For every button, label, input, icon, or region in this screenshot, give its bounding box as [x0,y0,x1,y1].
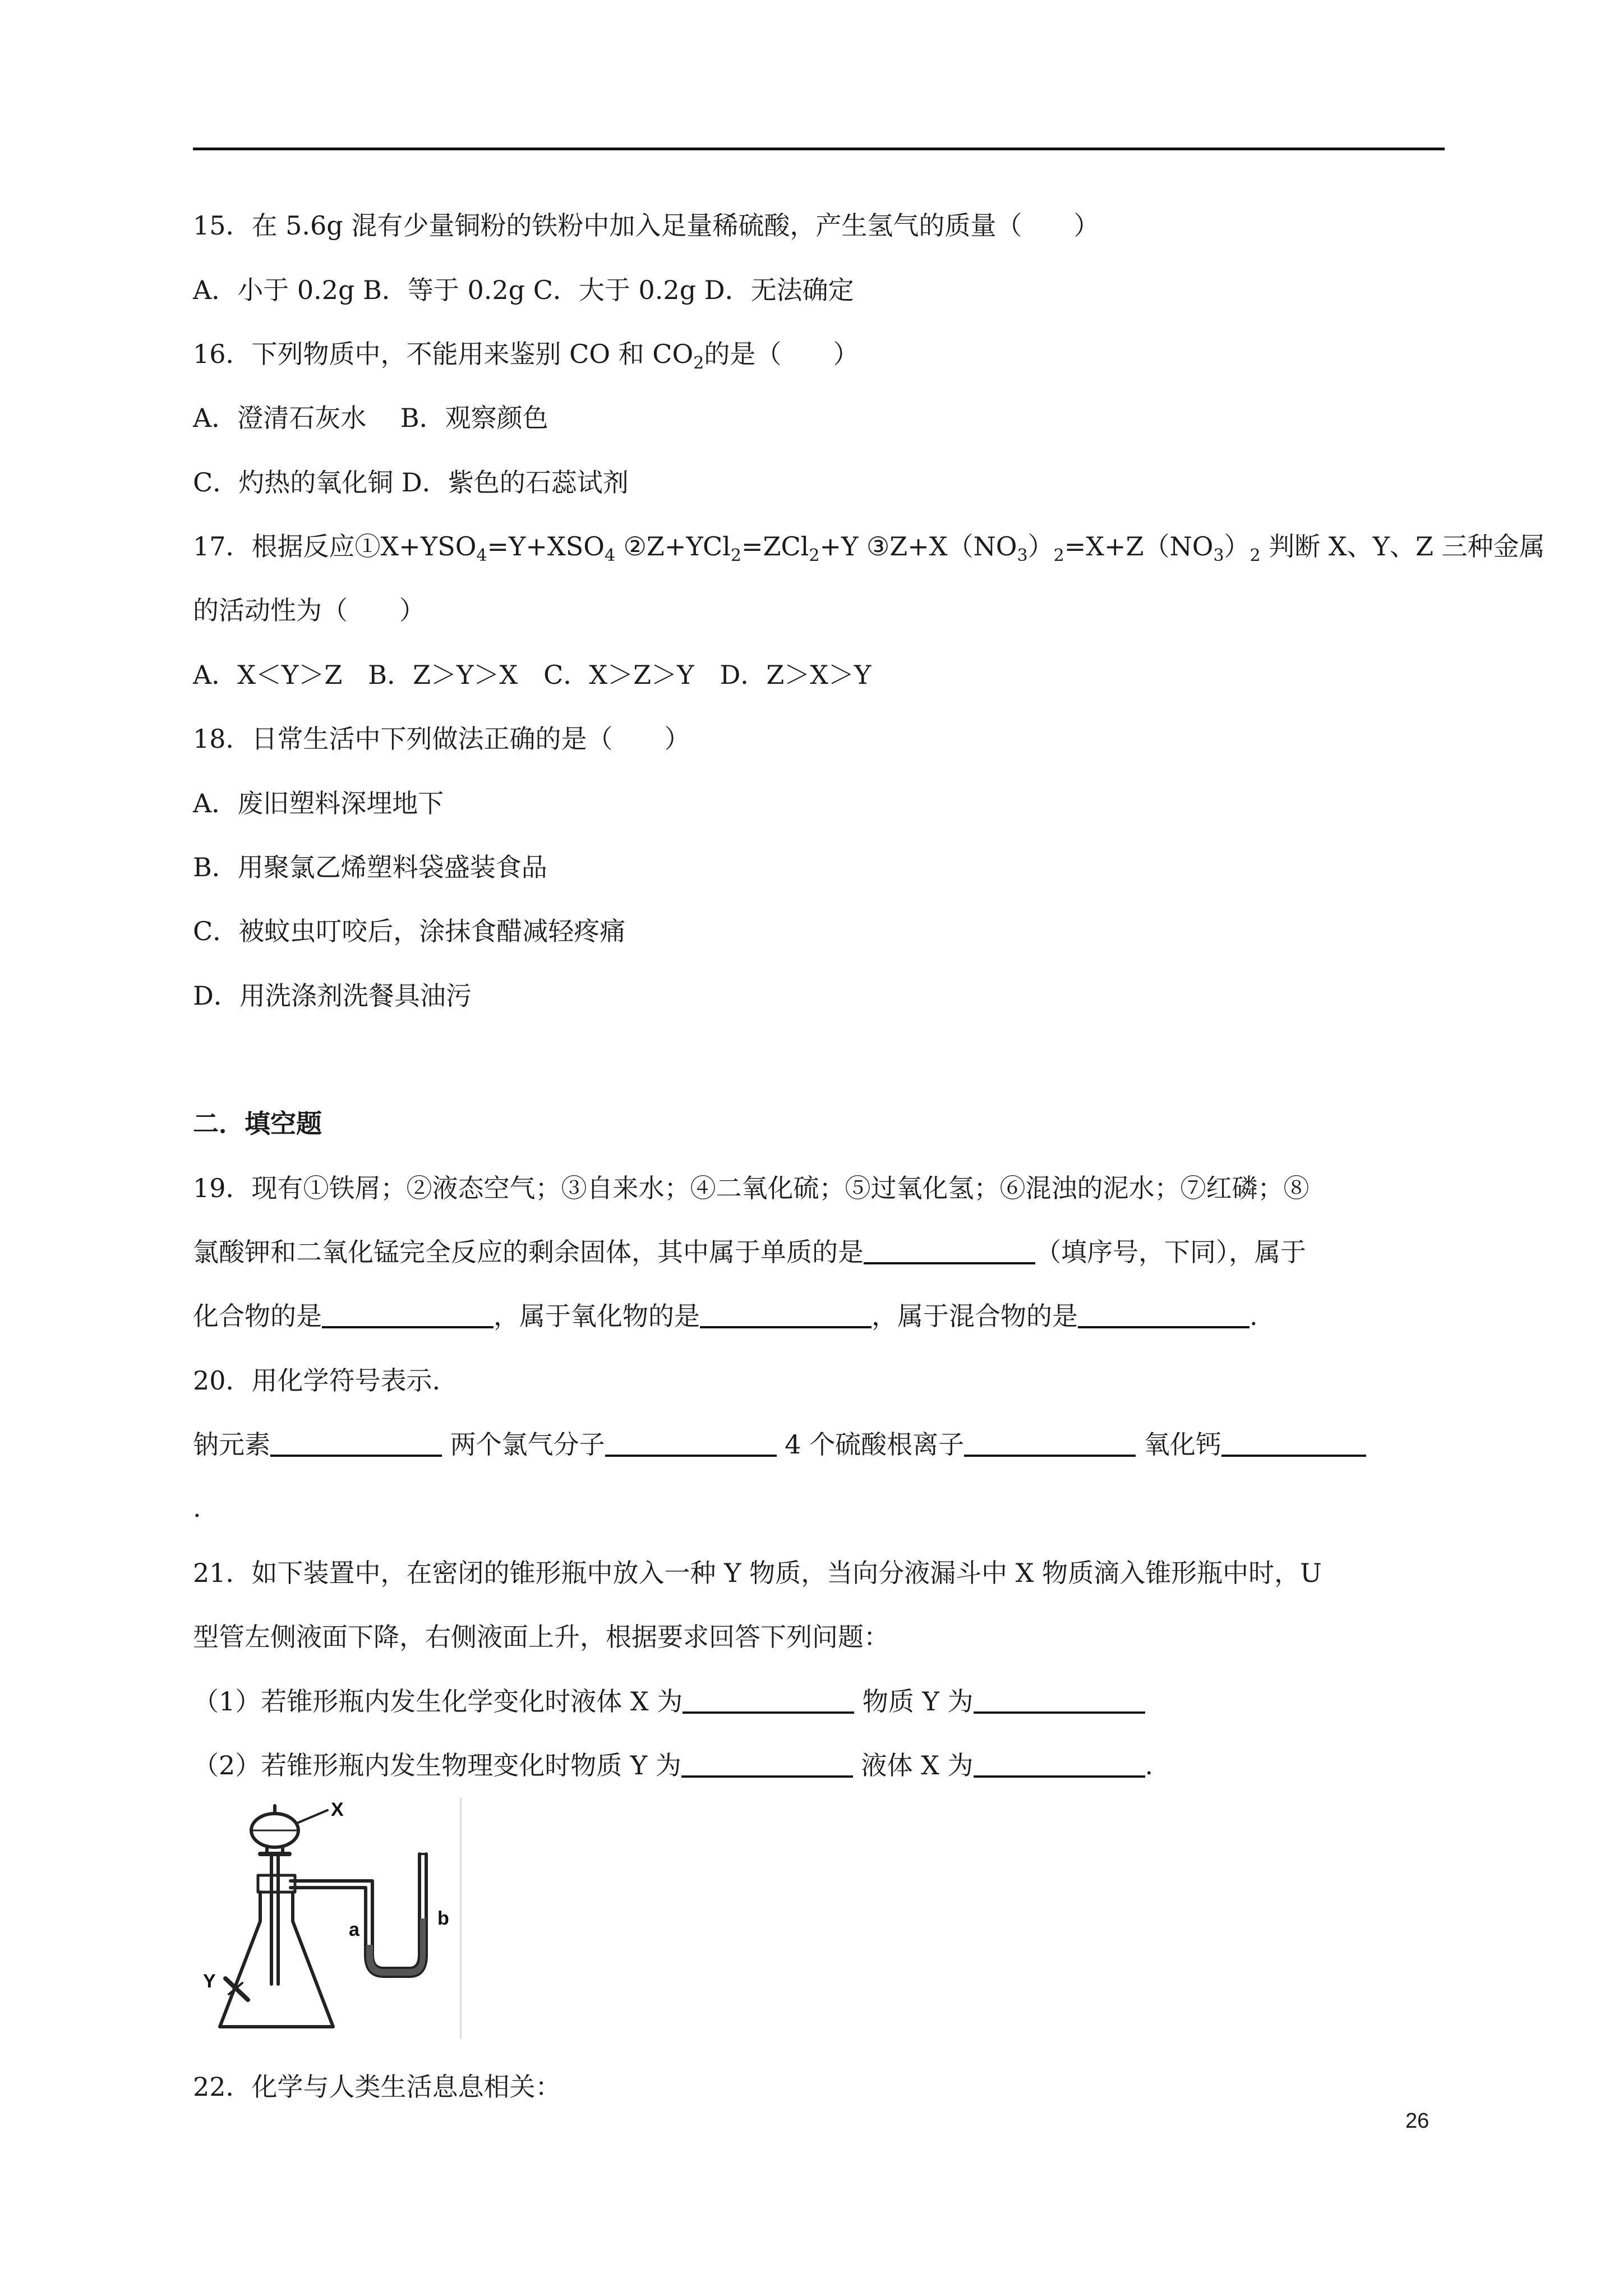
q22-stem: 22．化学与人类生活息息相关： [193,2072,561,2102]
answer-blank[interactable] [864,1240,1035,1264]
q16-options-cd: C．灼热的氧化铜 D．紫色的石蕊试剂 [193,467,629,498]
q16-stem: 16．下列物质中，不能用来鉴别 CO 和 $CO_2$的是（ ） [193,339,859,373]
page-number: 26 [1405,2109,1430,2133]
q17-options: A．X＜Y＞Z B．Z＞Y＞X C．X＞Z＞Y D．Z＞X＞Y [193,660,872,690]
answer-blank[interactable] [683,1689,854,1714]
q18-option-b: B．用聚氯乙烯塑料袋盛装食品 [193,852,547,882]
answer-blank[interactable] [681,1753,853,1778]
header-rule [193,148,1445,150]
q15-stem: 15．在 5.6g 混有少量铜粉的铁粉中加入足量稀硫酸，产生氢气的质量（ ） [193,210,1100,241]
q21-part1: （1）若锥形瓶内发生化学变化时液体 X 为 物质 Y 为 [193,1685,1145,1718]
answer-blank[interactable] [1221,1432,1366,1457]
q20-end: . [193,1493,201,1523]
label-x: X [331,1799,344,1820]
answer-blank[interactable] [974,1689,1145,1714]
q19-line2: 氯酸钾和二氧化锰完全反应的剩余固体，其中属于单质的是 （填序号，下同），属于 [193,1237,1306,1267]
q20-items: 钠元素 两个氯气分子 4 个硫酸根离子 氧化钙 [193,1428,1366,1461]
q17-stem-line2: 的活动性为（ ） [193,595,425,625]
answer-blank[interactable] [322,1304,494,1328]
q19-line1: 19．现有①铁屑；②液态空气；③自来水；④二氧化硫；⑤过氧化氢；⑥混浊的泥水；⑦红磷；⑧ [193,1173,1310,1203]
label-y: Y [203,1971,216,1992]
q15-options: A．小于 0.2g B．等于 0.2g C．大于 0.2g D．无法确定 [193,275,854,305]
q21-part2: （2）若锥形瓶内发生物理变化时物质 Y 为 液体 X 为 . [193,1750,1154,1780]
q20-stem: 20．用化学符号表示. [193,1365,441,1396]
q17-stem: 17．根据反应$①X+YSO_4=Y+XSO_4$ ②Z+YCl$_2$=ZCl$_2$+Y $③Z+X(NO_3)_2=X+Z(NO_3)_2$ 判断 X、Y、Z 三种金属 [193,531,1545,565]
apparatus-figure [193,1798,462,2039]
label-b: b [437,1908,449,1929]
q21-line1: 21．如下装置中，在密闭的锥形瓶中放入一种 Y 物质，当向分液漏斗中 X 物质滴入锥形瓶中时，U [193,1558,1322,1588]
q16-options-ab: A．澄清石灰水 B．观察颜色 [193,403,548,433]
answer-blank[interactable] [964,1432,1136,1457]
answer-blank[interactable] [974,1753,1145,1778]
answer-blank[interactable] [700,1304,872,1328]
label-a: a [349,1919,359,1940]
answer-blank[interactable] [270,1432,442,1457]
q19-line3: 化合物的是 ，属于氧化物的是 ，属于混合物的是 . [193,1301,1258,1331]
answer-blank[interactable] [1078,1304,1249,1328]
q18-stem: 18．日常生活中下列做法正确的是（ ） [193,724,690,754]
q18-option-a: A．废旧塑料深埋地下 [193,788,444,818]
flask-u-tube-diagram [193,1798,460,2039]
q18-option-d: D．用洗涤剂洗餐具油污 [193,981,472,1011]
q18-option-c: C．被蚊虫叮咬后，涂抹食醋减轻疼痛 [193,916,626,946]
answer-blank[interactable] [605,1432,777,1457]
q21-line2: 型管左侧液面下降，右侧液面上升，根据要求回答下列问题： [193,1622,889,1652]
section-heading: 二．填空题 [193,1108,322,1139]
